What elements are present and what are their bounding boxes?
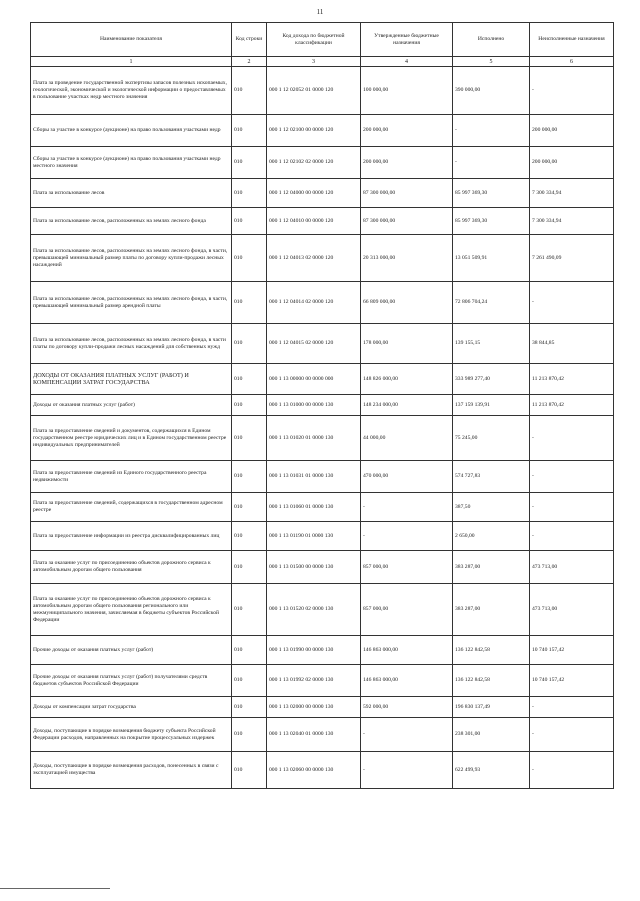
income-code-cell: 000 1 12 04014 02 0000 120 (267, 282, 361, 324)
indicator-name-cell: Сборы за участие в конкурсе (аукционе) на право пользования участками недр местного значения (31, 147, 232, 179)
income-code-cell: 000 1 13 02060 00 0000 130 (267, 752, 361, 789)
table-body (31, 67, 614, 789)
income-code-cell: 000 1 12 02052 01 0000 120 (267, 67, 361, 115)
income-code-cell: 000 1 13 01031 01 0000 130 (267, 461, 361, 493)
unexecuted-amount-cell: 38 844,85 (530, 324, 614, 364)
unexecuted-amount-cell: 473 713,00 (530, 584, 614, 636)
line-code-cell: 010 (232, 461, 267, 493)
unexecuted-amount-cell: 10 740 157,42 (530, 636, 614, 665)
income-code-cell: 000 1 13 02000 00 0000 130 (267, 697, 361, 718)
header-executed: Исполнено (453, 23, 530, 57)
executed-amount-cell: 622 499,93 (453, 752, 530, 789)
line-code-cell: 010 (232, 395, 267, 416)
income-code-cell: 000 1 13 00000 00 0000 000 (267, 364, 361, 395)
line-code-cell: 010 (232, 551, 267, 584)
executed-amount-cell: 390 000,00 (453, 67, 530, 115)
header-income-code: Код дохода по бюджетной классификации (267, 23, 361, 57)
unexecuted-amount-cell: - (530, 493, 614, 522)
line-code-cell: 010 (232, 208, 267, 235)
table-row (31, 324, 614, 364)
indicator-name-cell: Плата за использование лесов, расположенных на землях лесного фонда, в части, превышающей минимальный размер арендной платы (31, 282, 232, 324)
indicator-name-cell: Прочие доходы от оказания платных услуг (работ) (31, 636, 232, 665)
executed-amount-cell: - (453, 147, 530, 179)
indicator-name-cell: Доходы, поступающие в порядке возмещения расходов, понесенных в связи с эксплуатацией имущества (31, 752, 232, 789)
unexecuted-amount-cell: - (530, 282, 614, 324)
executed-amount-cell: 2 650,00 (453, 522, 530, 551)
table-row (31, 115, 614, 147)
approved-amount-cell: - (361, 718, 453, 752)
unexecuted-amount-cell: - (530, 522, 614, 551)
unexecuted-amount-cell: 473 713,00 (530, 551, 614, 584)
table-row (31, 551, 614, 584)
line-code-cell: 010 (232, 147, 267, 179)
line-code-cell: 010 (232, 115, 267, 147)
line-code-cell: 010 (232, 665, 267, 697)
indicator-name-cell: Плата за проведение государственной экспертизы запасов полезных ископаемых, геологической, экономической и экологической информации о предоставляемых в пользование участках недр местного значения (31, 67, 232, 115)
line-code-cell: 010 (232, 282, 267, 324)
income-code-cell: 000 1 13 01000 00 0000 130 (267, 395, 361, 416)
column-index: 6 (530, 57, 614, 67)
executed-amount-cell: 383 287,00 (453, 584, 530, 636)
income-code-cell: 000 1 13 01990 00 0000 130 (267, 636, 361, 665)
indicator-name-cell: Сборы за участие в конкурсе (аукционе) на право пользования участками недр (31, 115, 232, 147)
unexecuted-amount-cell: - (530, 67, 614, 115)
indicator-name-cell: Доходы, поступающие в порядке возмещения бюджету субъекта Российской Федерации расходов, направленных на покрытие процессуальных издержек (31, 718, 232, 752)
line-code-cell: 010 (232, 493, 267, 522)
executed-amount-cell: 136 122 842,58 (453, 665, 530, 697)
executed-amount-cell: 333 989 277,40 (453, 364, 530, 395)
line-code-cell: 010 (232, 584, 267, 636)
table-row (31, 665, 614, 697)
indicator-name-cell: Плата за использование лесов, расположенных на землях лесного фонда, в части платы по договору купли-продажи лесных насаждений для собственных нужд (31, 324, 232, 364)
header-line-code: Код строки (232, 23, 267, 57)
table-row (31, 67, 614, 115)
indicator-name-cell: Плата за предоставление сведений, содержащихся в государственном адресном реестре (31, 493, 232, 522)
income-code-cell: 000 1 12 04010 00 0000 120 (267, 208, 361, 235)
table-row (31, 416, 614, 461)
line-code-cell: 010 (232, 67, 267, 115)
executed-amount-cell: - (453, 115, 530, 147)
table-row (31, 636, 614, 665)
approved-amount-cell: 200 000,00 (361, 115, 453, 147)
table-row (31, 364, 614, 395)
unexecuted-amount-cell: 11 213 870,42 (530, 364, 614, 395)
executed-amount-cell: 383 287,00 (453, 551, 530, 584)
income-code-cell: 000 1 12 04015 02 0000 120 (267, 324, 361, 364)
line-code-cell: 010 (232, 416, 267, 461)
table-row (31, 522, 614, 551)
approved-amount-cell: 470 000,00 (361, 461, 453, 493)
indicator-name-cell: Плата за предоставление информации из реестра дисквалифицированных лиц (31, 522, 232, 551)
header-unexecuted: Неисполненные назначения (530, 23, 614, 57)
line-code-cell: 010 (232, 179, 267, 208)
unexecuted-amount-cell: 7 300 334,94 (530, 179, 614, 208)
column-index: 4 (361, 57, 453, 67)
indicator-name-cell: Доходы от оказания платных услуг (работ) (31, 395, 232, 416)
indicator-name-cell: Плата за предоставление сведений из Единого государственного реестра недвижимости (31, 461, 232, 493)
table-row (31, 235, 614, 282)
income-code-cell: 000 1 13 01992 02 0000 130 (267, 665, 361, 697)
table-row (31, 493, 614, 522)
line-code-cell: 010 (232, 364, 267, 395)
unexecuted-amount-cell: 11 213 870,42 (530, 395, 614, 416)
column-index: 2 (232, 57, 267, 67)
executed-amount-cell: 13 051 509,91 (453, 235, 530, 282)
indicator-name-cell: Плата за предоставление сведений и документов, содержащихся в Едином государственном реестре юридических лиц и в Едином государственном реестре индивидуальных предпринимателей (31, 416, 232, 461)
column-index: 5 (453, 57, 530, 67)
indicator-name-cell: Плата за оказание услуг по присоединению объектов дорожного сервиса к автомобильным дорогам общего пользования регионального или межмуниципального значения, зачисляемая в бюджеты субъектов Российской Федерации (31, 584, 232, 636)
table-row (31, 718, 614, 752)
header-indicator-name: Наименование показателя (31, 23, 232, 57)
unexecuted-amount-cell: - (530, 697, 614, 718)
column-index: 3 (267, 57, 361, 67)
approved-amount-cell: 592 000,00 (361, 697, 453, 718)
approved-amount-cell: 87 300 000,00 (361, 208, 453, 235)
executed-amount-cell: 139 155,15 (453, 324, 530, 364)
approved-amount-cell: 178 000,00 (361, 324, 453, 364)
table-row (31, 147, 614, 179)
income-code-cell: 000 1 13 01060 01 0000 130 (267, 493, 361, 522)
unexecuted-amount-cell: - (530, 718, 614, 752)
indicator-name-cell: Прочие доходы от оказания платных услуг (работ) получателями средств бюджетов субъектов Российской Федерации (31, 665, 232, 697)
executed-amount-cell: 75 245,00 (453, 416, 530, 461)
approved-amount-cell: 20 313 000,00 (361, 235, 453, 282)
indicator-name-cell: Плата за использование лесов (31, 179, 232, 208)
approved-amount-cell: - (361, 752, 453, 789)
unexecuted-amount-cell: 200 000,00 (530, 115, 614, 147)
page-number: 11 (316, 8, 324, 16)
executed-amount-cell: 72 806 704,24 (453, 282, 530, 324)
income-code-cell: 000 1 13 01020 01 0000 130 (267, 416, 361, 461)
unexecuted-amount-cell: - (530, 752, 614, 789)
indicator-name-cell: Плата за использование лесов, расположенных на землях лесного фонда (31, 208, 232, 235)
header-approved: Утвержденные бюджетные назначения (361, 23, 453, 57)
income-code-cell: 000 1 12 04013 02 0000 120 (267, 235, 361, 282)
approved-amount-cell: - (361, 493, 453, 522)
approved-amount-cell: 148 234 000,00 (361, 395, 453, 416)
unexecuted-amount-cell: - (530, 416, 614, 461)
approved-amount-cell: 857 000,00 (361, 551, 453, 584)
income-code-cell: 000 1 13 01520 02 0000 130 (267, 584, 361, 636)
column-index: 1 (31, 57, 232, 67)
income-code-cell: 000 1 13 01190 01 0000 130 (267, 522, 361, 551)
approved-amount-cell: 200 000,00 (361, 147, 453, 179)
table-row (31, 752, 614, 789)
unexecuted-amount-cell: - (530, 461, 614, 493)
unexecuted-amount-cell: 7 261 490,09 (530, 235, 614, 282)
line-code-cell: 010 (232, 718, 267, 752)
approved-amount-cell: 66 809 000,00 (361, 282, 453, 324)
executed-amount-cell: 85 997 369,30 (453, 179, 530, 208)
table-row (31, 461, 614, 493)
unexecuted-amount-cell: 200 000,00 (530, 147, 614, 179)
table-row (31, 179, 614, 208)
line-code-cell: 010 (232, 235, 267, 282)
unexecuted-amount-cell: 10 740 157,42 (530, 665, 614, 697)
executed-amount-cell: 85 997 369,30 (453, 208, 530, 235)
approved-amount-cell: 148 826 000,00 (361, 364, 453, 395)
line-code-cell: 010 (232, 697, 267, 718)
indicator-name-cell: Плата за использование лесов, расположенных на землях лесного фонда, в части, превышающей минимальный размер платы по договору купли-продажи лесных насаждений (31, 235, 232, 282)
line-code-cell: 010 (232, 522, 267, 551)
indicator-name-cell: ДОХОДЫ ОТ ОКАЗАНИЯ ПЛАТНЫХ УСЛУГ (РАБОТ) И КОМПЕНСАЦИИ ЗАТРАТ ГОСУДАРСТВА (31, 364, 232, 395)
column-index-row (31, 57, 614, 67)
table-row (31, 208, 614, 235)
header-row (31, 23, 614, 57)
indicator-name-cell: Доходы от компенсации затрат государства (31, 697, 232, 718)
line-code-cell: 010 (232, 324, 267, 364)
income-code-cell: 000 1 13 02040 01 0000 130 (267, 718, 361, 752)
executed-amount-cell: 196 830 137,49 (453, 697, 530, 718)
line-code-cell: 010 (232, 636, 267, 665)
approved-amount-cell: 146 863 000,00 (361, 636, 453, 665)
approved-amount-cell: 44 000,00 (361, 416, 453, 461)
table-row (31, 282, 614, 324)
executed-amount-cell: 574 727,83 (453, 461, 530, 493)
indicator-name-cell: Плата за оказание услуг по присоединению объектов дорожного сервиса к автомобильным дорогам общего пользования (31, 551, 232, 584)
executed-amount-cell: 136 122 842,58 (453, 636, 530, 665)
income-code-cell: 000 1 12 02102 02 0000 120 (267, 147, 361, 179)
approved-amount-cell: 87 300 000,00 (361, 179, 453, 208)
income-code-cell: 000 1 12 02100 00 0000 120 (267, 115, 361, 147)
executed-amount-cell: 137 159 139,91 (453, 395, 530, 416)
table-row (31, 395, 614, 416)
approved-amount-cell: 857 000,00 (361, 584, 453, 636)
income-code-cell: 000 1 12 04000 00 0000 120 (267, 179, 361, 208)
budget-execution-table (30, 22, 614, 789)
executed-amount-cell: 238 301,00 (453, 718, 530, 752)
approved-amount-cell: 146 863 000,00 (361, 665, 453, 697)
table-row (31, 584, 614, 636)
footer-divider (0, 888, 110, 889)
approved-amount-cell: - (361, 522, 453, 551)
line-code-cell: 010 (232, 752, 267, 789)
approved-amount-cell: 100 000,00 (361, 67, 453, 115)
executed-amount-cell: 387,50 (453, 493, 530, 522)
income-code-cell: 000 1 13 01500 00 0000 130 (267, 551, 361, 584)
unexecuted-amount-cell: 7 300 334,94 (530, 208, 614, 235)
table-row (31, 697, 614, 718)
